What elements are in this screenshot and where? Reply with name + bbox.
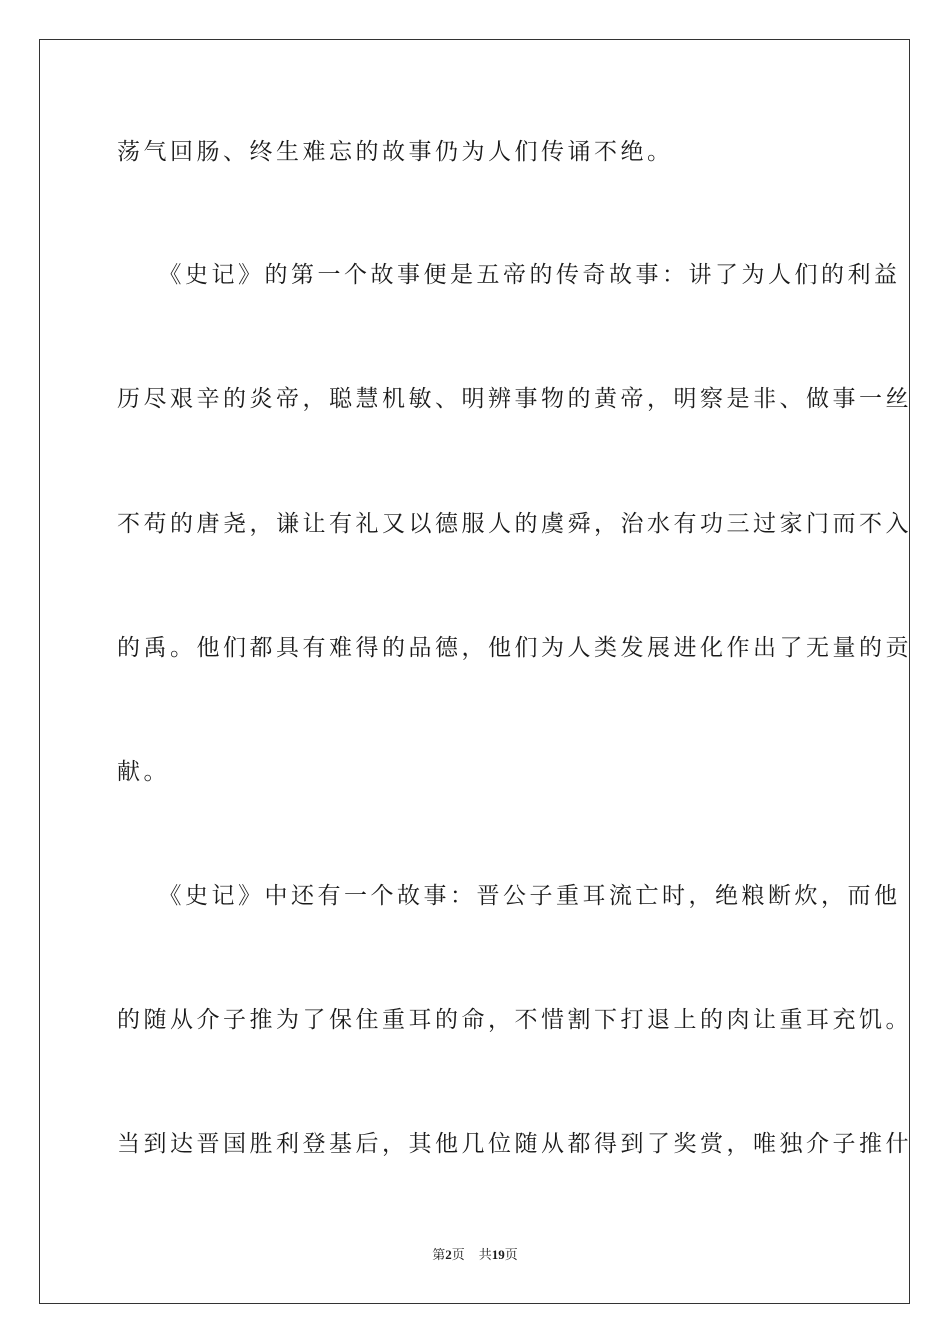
page-number: 2 bbox=[445, 1247, 452, 1262]
total-pages: 19 bbox=[491, 1247, 505, 1262]
total-prefix: 共 bbox=[478, 1248, 492, 1263]
text-line-5: 的禹。他们都具有难得的品德，他们为人类发展进化作出了无量的贡 bbox=[117, 635, 912, 661]
page-frame bbox=[39, 39, 910, 1304]
page-prefix: 第 bbox=[432, 1248, 446, 1263]
page-footer bbox=[0, 1246, 950, 1265]
text-line-3: 历尽艰辛的炎帝，聪慧机敏、明辨事物的黄帝，明察是非、做事一丝 bbox=[117, 386, 912, 412]
text-line-9: 当到达晋国胜利登基后，其他几位随从都得到了奖赏，唯独介子推什 bbox=[117, 1131, 912, 1157]
text-line-1: 荡气回肠、终生难忘的故事仍为人们传诵不绝。 bbox=[117, 139, 674, 165]
text-line-8: 的随从介子推为了保住重耳的命，不惜割下打退上的肉让重耳充饥。 bbox=[117, 1007, 912, 1033]
text-line-2: 《史记》的第一个故事便是五帝的传奇故事：讲了为人们的利益 bbox=[117, 262, 901, 288]
text-line-4: 不苟的唐尧，谦让有礼又以德服人的虞舜，治水有功三过家门而不入 bbox=[117, 511, 912, 537]
total-suffix: 页 bbox=[504, 1248, 518, 1263]
page-suffix: 页 bbox=[451, 1248, 465, 1263]
text-line-6: 献。 bbox=[117, 759, 170, 785]
text-line-7: 《史记》中还有一个故事：晋公子重耳流亡时，绝粮断炊，而他 bbox=[117, 883, 901, 909]
